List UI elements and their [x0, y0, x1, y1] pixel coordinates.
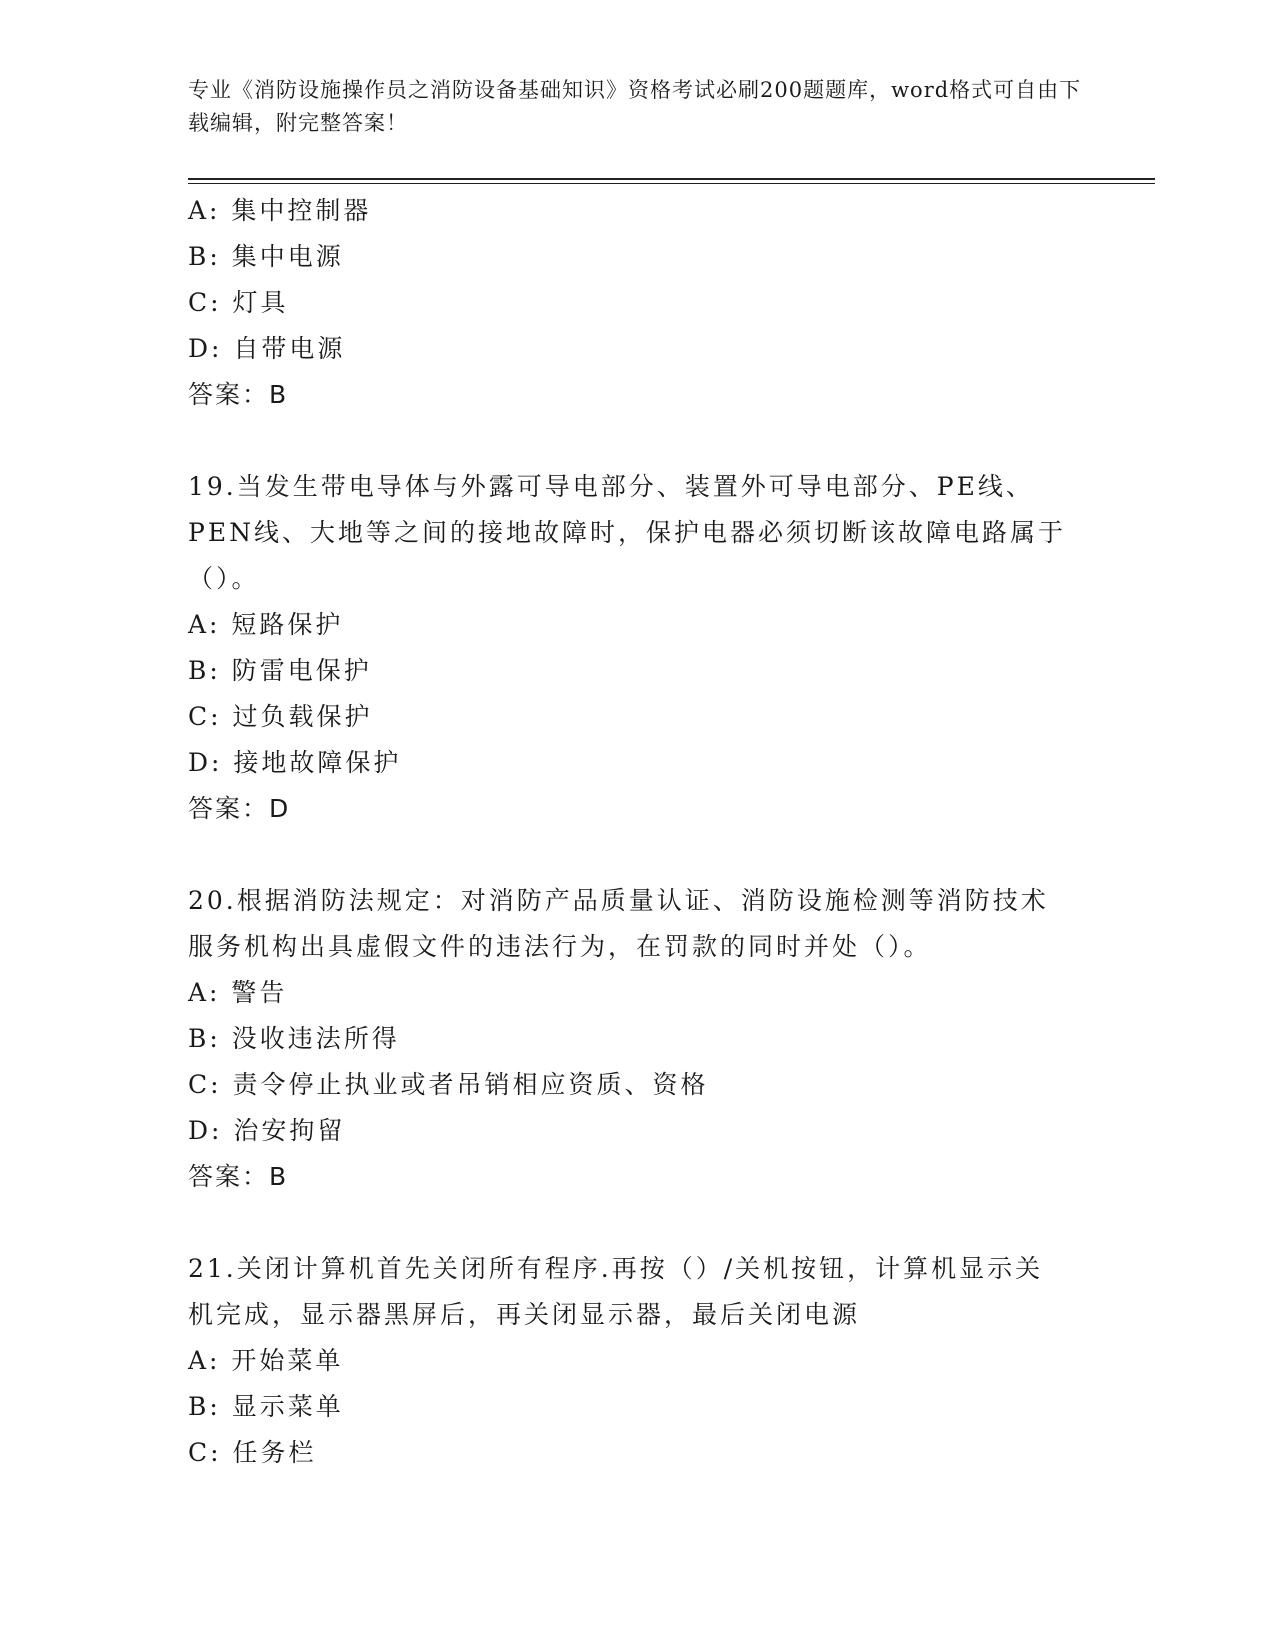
option-c: C: 任务栏 — [188, 1438, 317, 1467]
question-19 — [188, 464, 1108, 832]
answer-line: 答案：D — [188, 794, 291, 823]
question-18-continued — [188, 188, 1108, 418]
question-21 — [188, 1246, 1108, 1476]
header-divider — [188, 178, 1155, 184]
option-b: B: 没收违法所得 — [188, 1024, 400, 1053]
option-a: A: 警告 — [188, 978, 288, 1007]
option-b: B: 显示菜单 — [188, 1392, 344, 1421]
answer-line: 答案：B — [188, 380, 289, 409]
question-stem-line: 20.根据消防法规定：对消防产品质量认证、消防设施检测等消防技术 — [188, 886, 1049, 915]
question-stem-line: （）。 — [188, 564, 260, 593]
question-stem-line: 21.关闭计算机首先关闭所有程序.再按（）/关机按钮，计算机显示关 — [188, 1254, 1044, 1283]
option-c: C: 灯具 — [188, 288, 289, 317]
option-a: A: 开始菜单 — [188, 1346, 344, 1375]
option-d: D: 自带电源 — [188, 334, 346, 363]
option-a: A: 集中控制器 — [188, 196, 372, 225]
answer-line: 答案：B — [188, 1162, 289, 1191]
question-stem-line: PEN线、大地等之间的接地故障时，保护电器必须切断该故障电路属于 — [188, 518, 1066, 547]
option-c: C: 过负载保护 — [188, 702, 373, 731]
question-20 — [188, 878, 1108, 1200]
option-c: C: 责令停止执业或者吊销相应资质、资格 — [188, 1070, 709, 1099]
option-d: D: 接地故障保护 — [188, 748, 402, 777]
option-d: D: 治安拘留 — [188, 1116, 346, 1145]
question-list — [188, 188, 1108, 1476]
question-stem-line: 机完成，显示器黑屏后，再关闭显示器，最后关闭电源 — [188, 1300, 861, 1329]
option-b: B: 防雷电保护 — [188, 656, 372, 685]
option-a: A: 短路保护 — [188, 610, 344, 639]
document-header: 专业《消防设施操作员之消防设备基础知识》资格考试必刷200题题库，word格式可自由下载编辑，附完整答案！ — [188, 78, 1082, 135]
option-b: B: 集中电源 — [188, 242, 344, 271]
question-stem-line: 服务机构出具虚假文件的违法行为，在罚款的同时并处（）。 — [188, 932, 932, 961]
question-stem-line: 19.当发生带电导体与外露可导电部分、装置外可导电部分、PE线、 — [188, 472, 1034, 501]
